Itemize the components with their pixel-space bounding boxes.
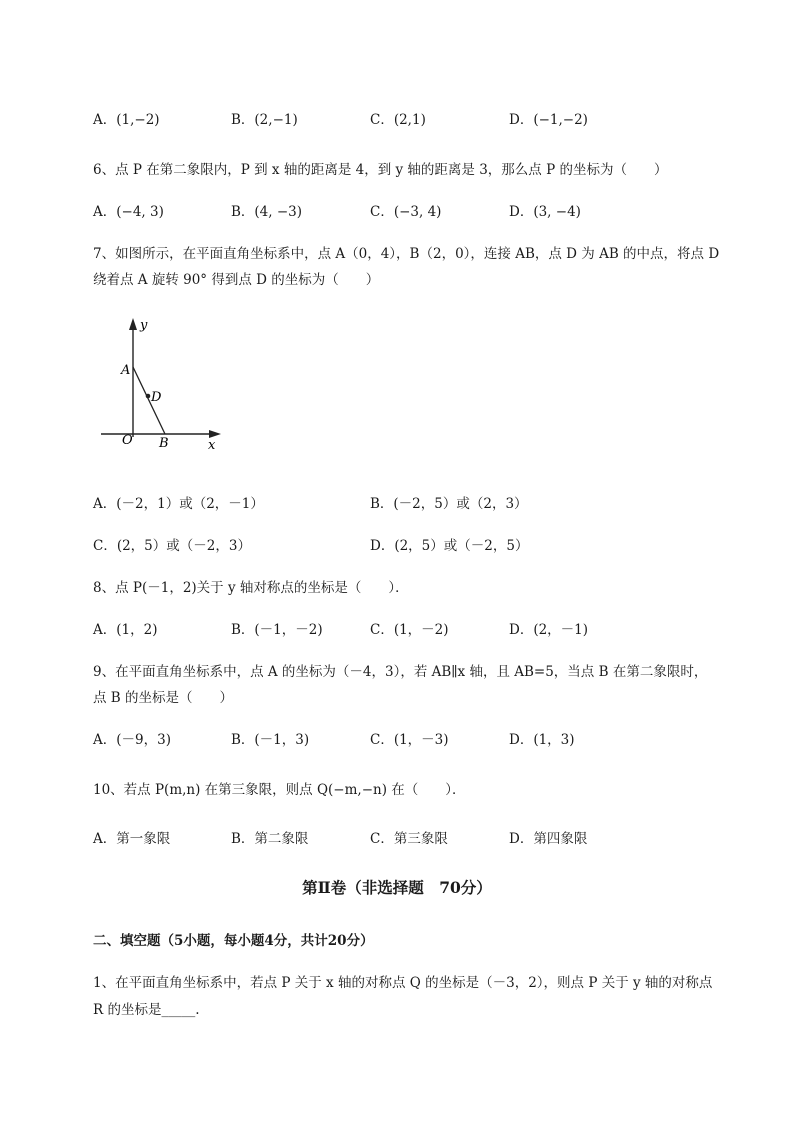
q10-option-a: A．第一象限 [93, 831, 171, 847]
q9-stem-line1: 9、在平面直角坐标系中，点 A 的坐标为（－4，3），若 AB∥x 轴，且 AB=5，当点 B 在第二象限时， [93, 664, 708, 680]
q9-stem-line2: 点 B 的坐标是（ ） [93, 690, 234, 706]
q7-option-a: A．(－2，1）或（2，－1） [93, 496, 264, 512]
point-a-label: A [121, 363, 131, 378]
x-axis-label: x [208, 438, 216, 453]
q8-option-c: C．(1，－2) [370, 622, 449, 638]
q10-option-c: C．第三象限 [370, 831, 448, 847]
q8-option-b: B．(－1，－2) [231, 622, 323, 638]
q5-option-b: B．(2,−1) [231, 112, 298, 128]
q10-stem: 10、若点 P(m,n) 在第三象限，则点 Q(−m,−n) 在（ ）． [93, 782, 466, 798]
q6-option-c: C．(−3, 4) [370, 204, 442, 220]
part2-title: 第Ⅱ卷（非选择题 70分） [302, 878, 492, 897]
q9-option-c: C．(1，－3) [370, 732, 449, 748]
q6-option-b: B．(4, −3) [231, 204, 303, 220]
fill1-line2: R 的坐标是_____. [93, 1002, 200, 1018]
q9-option-b: B．(－1，3) [231, 732, 310, 748]
q8-option-a: A．(1，2) [93, 622, 158, 638]
q9-option-a: A．(－9，3) [93, 732, 171, 748]
q8-option-d: D．(2，－1) [509, 622, 589, 638]
y-axis-label: y [140, 318, 148, 333]
q7-option-b: B．(－2，5）或（2，3） [370, 496, 528, 512]
q8-stem: 8、点 P(－1，2)关于 y 轴对称点的坐标是（ ）． [93, 580, 409, 596]
q6-stem: 6、点 P 在第二象限内，P 到 x 轴的距离是 4，到 y 轴的距离是 3，那么点 P 的坐标为（ ） [93, 162, 668, 178]
y-axis-arrow [129, 318, 137, 330]
q9-option-d: D．(1，3) [509, 732, 575, 748]
q7-coordinate-figure [95, 312, 230, 457]
q10-option-b: B．第二象限 [231, 831, 309, 847]
point-d [146, 394, 151, 399]
q7-stem-line1: 7、如图所示，在平面直角坐标系中，点 A（0，4），B（2，0），连接 AB，点 D 为 AB 的中点，将点 D [93, 246, 720, 262]
x-axis-arrow [209, 430, 221, 438]
q10-option-d: D．第四象限 [509, 831, 588, 847]
q7-option-d: D．(2，5）或（－2，5） [370, 538, 529, 554]
fill1-line1: 1、在平面直角坐标系中，若点 P 关于 x 轴的对称点 Q 的坐标是（－3，2），则点 P 关于 y 轴的对称点 [93, 975, 713, 991]
section2-heading: 二、填空题（5小题，每小题4分，共计20分） [93, 933, 374, 949]
point-d-label: D [151, 390, 162, 405]
q5-option-a: A．(1,−2) [93, 112, 160, 128]
q7-stem-line2: 绕着点 A 旋转 90° 得到点 D 的坐标为（ ） [93, 272, 380, 288]
q5-option-d: D．(−1,−2) [509, 112, 588, 128]
q6-option-a: A．(−4, 3) [93, 204, 164, 220]
q7-option-c: C．(2，5）或（－2，3） [93, 538, 251, 554]
origin-label: O [122, 433, 133, 448]
point-b-label: B [159, 436, 169, 451]
q5-option-c: C．(2,1) [370, 112, 426, 128]
q6-option-d: D．(3, −4) [509, 204, 581, 220]
